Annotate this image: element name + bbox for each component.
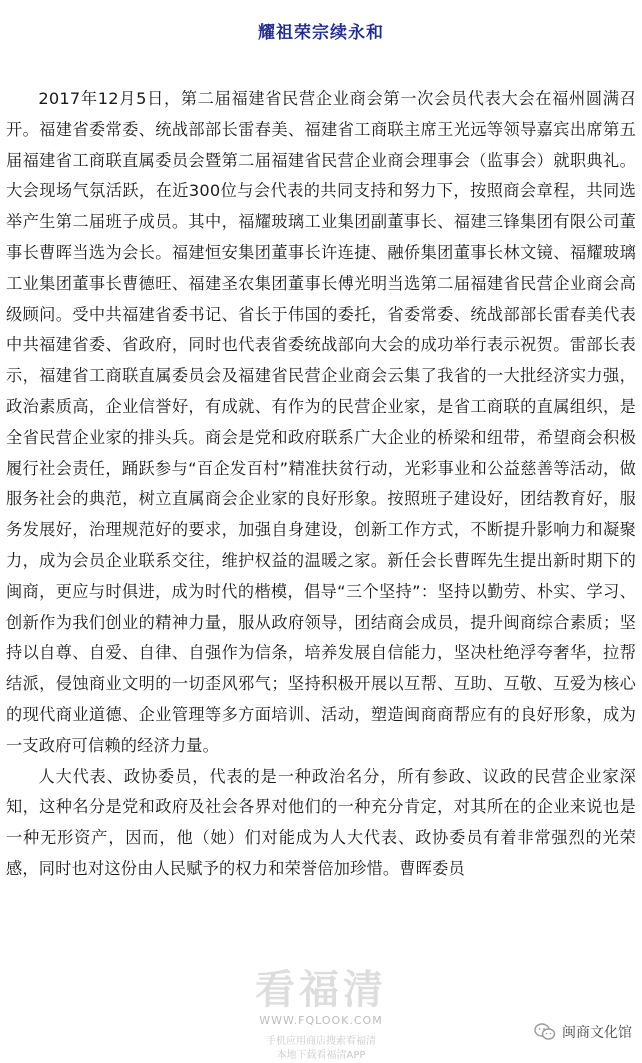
watermark-line-2: 本地下载看福清APP xyxy=(276,1050,366,1061)
article-body xyxy=(6,84,636,885)
wechat-icon xyxy=(534,1023,556,1041)
account-name: 闽商文化馆 xyxy=(562,1025,632,1041)
article-paragraph-2: 人大代表、政协委员，代表的是一种政治名分，所有参政、议政的民营企业家深知，这种名分是党和政府及社会各界对他们的一种充分肯定，对其所在的企业来说也是一种无形资产，因而，他（她）们对能成为人大代表、政协委员有着非常强烈的光荣感，同时也对这份由人民赋予的权力和荣誉倍加珍惜。曹晖委员 xyxy=(6,766,636,878)
article-title: 耀祖荣宗续永和 xyxy=(258,23,384,43)
watermark-url: WWW.FQLOOK.COM xyxy=(259,1014,383,1027)
watermark-line-1: 手机应用商店搜索看福清 xyxy=(266,1036,376,1047)
watermark-logo-text: 看福清 xyxy=(255,966,387,1013)
site-watermark xyxy=(0,968,642,1063)
account-brand xyxy=(534,1022,632,1042)
article-paragraph-1: 2017年12月5日，第二届福建省民营企业商会第一次会员代表大会在福州圆满召开。福建省委常委、统战部部长雷春美、福建省工商联主席王光远等领导嘉宾出席第五届福建省工商联直属委员会暨第二届福建省民营企业商会理事会（监事会）就职典礼。大会现场气氛活跃，在近300位与会代表的共同支持和努力下，按照商会章程，共同选举产生第二届班子成员。其中，福耀玻璃工业集团副董事长、福建三锋集团有限公司董事长曹晖当选为会长。福建恒安集团董事长许连捷、融侨集团董事长林文镜、福耀玻璃工业集团董事长曹德旺、福建圣农集团董事长傅光明当选第二届福建省民营企业商会高级顾问。受中共福建省委书记、省长于伟国的委托，省委常委、统战部部长雷春美代表中共福建省委、省政府，同时也代表省委统战部向大会的成功举行表示祝贺。雷部长表示，福建省工商联直属委员会及福建省民营企业商会云集了我省的一大批经济实力强，政治素质高，企业信誉好，有成就、有作为的民营企业家，是省工商联的直属组织，是全省民营企业家的排头兵。商会是党和政府联系广大企业的桥梁和纽带，希望商会积极履行社会责任，踊跃参与“百企发百村”精准扶贫行动，光彩事业和公益慈善等活动，做服务社会的典范，树立直属商会企业家的良好形象。按照班子建设好，团结教育好，服务发展好，治理规范好的要求，加强自身建设，创新工作方式，不断提升影响力和凝聚力，成为会员企业联系交往，维护权益的温暖之家。新任会长曹晖先生提出新时期下的闽商，更应与时俱进，成为时代的楷模，倡导“三个坚持”：坚持以勤劳、朴实、学习、创新作为我们创业的精神力量，服从政府领导，团结商会成员，提升闽商综合素质；坚持以自尊、自爱、自律、自强作为信条，培养发展自信能力，坚决杜绝浮夸奢华，拉帮结派，侵蚀商业文明的一切歪风邪气；坚持积极开展以互帮、互助、互敬、互爱为核心的现代商业道德、企业管理等多方面培训、活动，塑造闽商商帮应有的良好形象，成为一支政府可信赖的经济力量。 xyxy=(6,89,636,755)
